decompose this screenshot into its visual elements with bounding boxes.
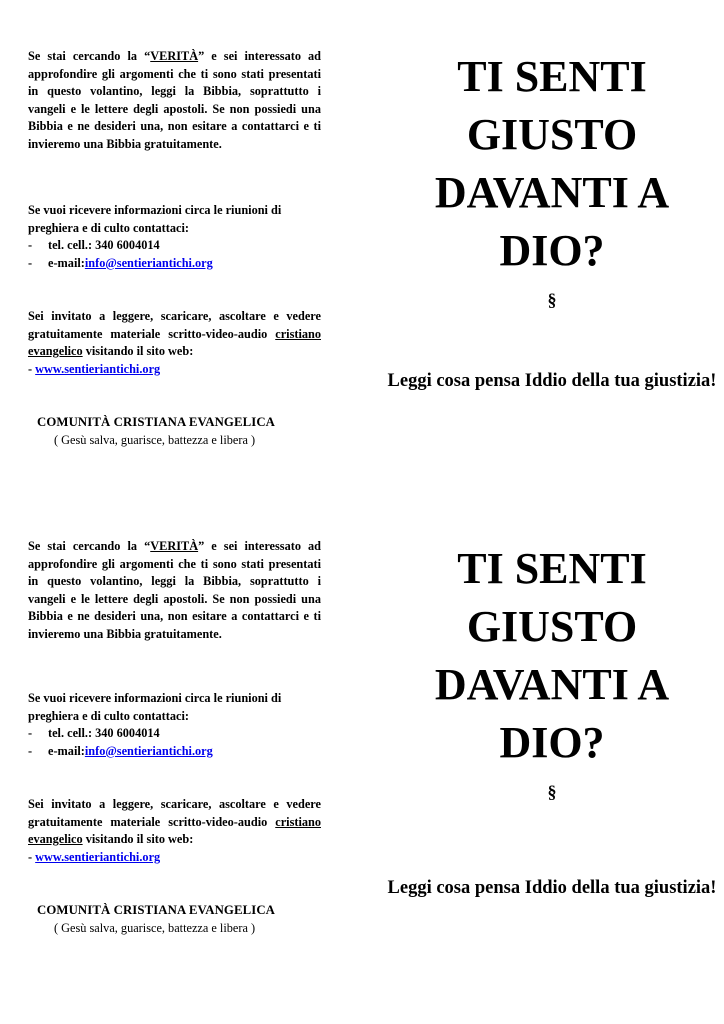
bullet-dash: - (28, 726, 33, 741)
invite-block (28, 308, 321, 378)
community-block (28, 902, 328, 937)
community-motto: ( Gesù salva, guarisce, battezza e libera ) (54, 432, 256, 447)
verita-word: VERITÀ (150, 49, 199, 63)
tagline: Leggi cosa pensa Iddio della tua giustizia! (387, 371, 717, 391)
phone-number: tel. cell.: 340 6004014 (48, 238, 160, 253)
title-line: DAVANTI A (434, 168, 670, 217)
invite-line: Sei invitato a leggere, scaricare, ascoltare e vedere gratuitamente materiale scritto-video-audio (28, 309, 321, 341)
section-sign: § (547, 290, 557, 310)
community-name: COMUNITÀ CRISTIANA EVANGELICA (37, 415, 276, 429)
bullet-dash: - (28, 238, 33, 253)
site-line (28, 849, 321, 867)
community-name: COMUNITÀ CRISTIANA EVANGELICA (37, 903, 276, 917)
invite-text (28, 308, 321, 361)
phone-number: tel. cell.: 340 6004014 (48, 726, 160, 741)
site-line (28, 361, 321, 379)
tagline: Leggi cosa pensa Iddio della tua giustizia! (387, 878, 717, 898)
title-line: TI SENTI (457, 52, 647, 101)
phone-item (28, 725, 321, 743)
flyer-top (0, 0, 724, 490)
website-link[interactable]: www.sentieriantichi.org (35, 849, 161, 864)
flyer-title (382, 540, 722, 772)
contact-block (28, 690, 321, 760)
flyer-title (382, 48, 722, 280)
cristiano-evangelico: cristiano evangelico (28, 326, 321, 359)
intro-paragraph (28, 48, 321, 154)
intro-text-start: Se stai cercando la “ (28, 539, 151, 553)
flyer-bottom (0, 490, 724, 980)
cristiano-evangelico: cristiano evangelico (28, 814, 321, 847)
phone-item (28, 237, 321, 255)
intro-text-rest: ” e sei interessato ad approfondire gli argomenti che ti sono stati presentati in questo volantino, leggi la Bibbia, soprattutto i vangeli e le lettere degli apostoli. Se non possiedi una Bibbia e ne desideri una, non esitare a contattarci e ti invieremo una Bibbia gratuitamente. (28, 539, 322, 641)
email-link[interactable]: info@sentieriantichi.org (84, 743, 213, 758)
invite-text (28, 796, 321, 849)
title-line: DIO? (499, 226, 605, 275)
website-link[interactable]: www.sentieriantichi.org (35, 361, 161, 376)
contact-block (28, 202, 321, 272)
title-line: GIUSTO (466, 110, 638, 159)
title-line: DIO? (499, 718, 605, 767)
bullet-dash: - (28, 255, 33, 270)
email-item (28, 743, 321, 761)
intro-text-rest: ” e sei interessato ad approfondire gli argomenti che ti sono stati presentati in questo volantino, leggi la Bibbia, soprattutto i vangeli e le lettere degli apostoli. Se non possiedi una Bibbia e ne desideri una, non esitare a contattarci e ti invieremo una Bibbia gratuitamente. (28, 49, 322, 151)
email-label: e-mail: (48, 743, 85, 758)
contact-text: Se vuoi ricevere informazioni circa le riunioni di preghiera e di culto contattaci: (28, 691, 282, 723)
verita-word: VERITÀ (150, 539, 199, 553)
invite-rest: visitando il sito web: (82, 832, 194, 847)
email-item (28, 255, 321, 273)
site-prefix: - (28, 361, 36, 376)
title-line: DAVANTI A (434, 660, 670, 709)
email-link[interactable]: info@sentieriantichi.org (84, 255, 213, 270)
site-prefix: - (28, 849, 36, 864)
email-label: e-mail: (48, 255, 85, 270)
intro-text-start: Se stai cercando la “ (28, 49, 151, 63)
title-line: TI SENTI (457, 544, 647, 593)
community-block (28, 414, 328, 449)
intro-paragraph (28, 538, 321, 644)
invite-rest: visitando il sito web: (82, 344, 194, 359)
section-sign: § (547, 782, 557, 802)
community-motto: ( Gesù salva, guarisce, battezza e libera ) (54, 920, 256, 935)
contact-text: Se vuoi ricevere informazioni circa le riunioni di preghiera e di culto contattaci: (28, 203, 282, 235)
invite-line: Sei invitato a leggere, scaricare, ascoltare e vedere gratuitamente materiale scritto-video-audio (28, 797, 321, 829)
bullet-dash: - (28, 743, 33, 758)
invite-block (28, 796, 321, 866)
title-line: GIUSTO (466, 602, 638, 651)
